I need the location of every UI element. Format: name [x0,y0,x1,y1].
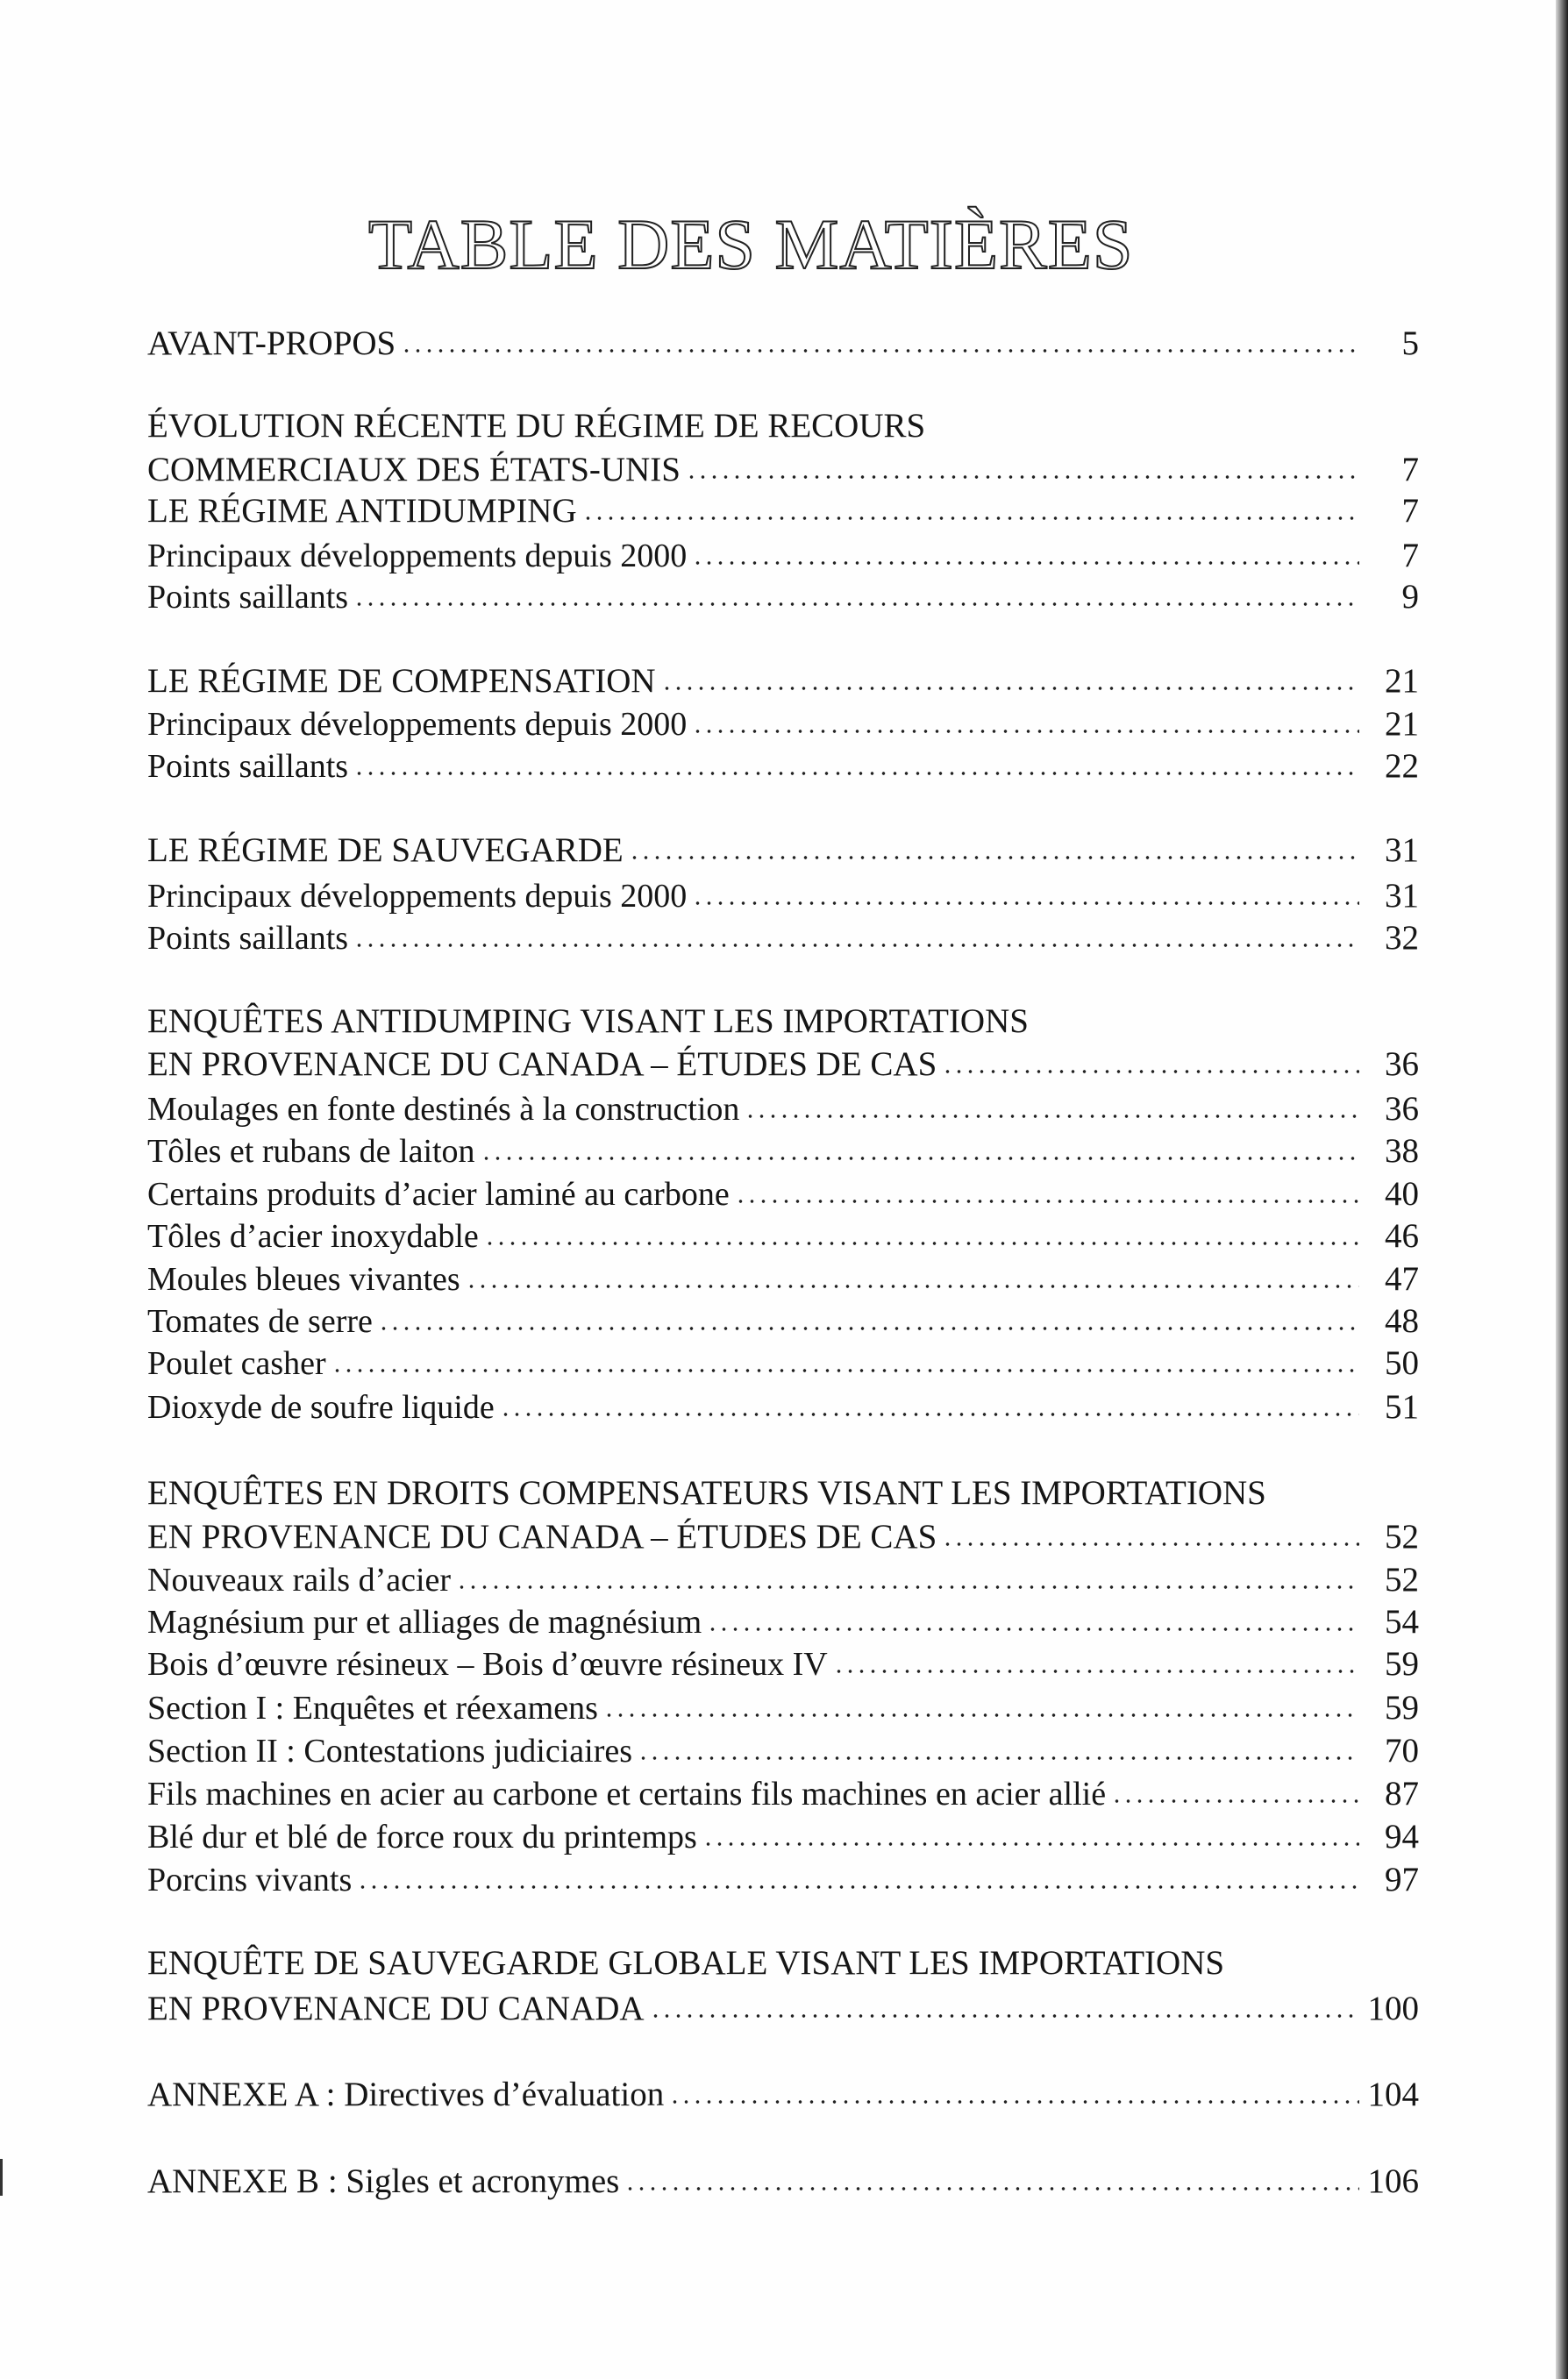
toc-page-number: 21 [1385,662,1419,700]
toc-page-number: 5 [1401,324,1419,362]
toc-entry-label: Tôles d’acier inoxydable [147,1218,479,1255]
toc-entry-label: EN PROVENANCE DU CANADA – ÉTUDES DE CAS [147,1518,937,1556]
toc-entry-label: Poulet casher [147,1345,326,1382]
toc-page-number: 40 [1385,1175,1419,1213]
toc-page-number: 70 [1385,1732,1419,1770]
toc-page-number: 59 [1385,1645,1419,1683]
dot-leader [707,1628,1359,1631]
toc-entry [147,494,1419,530]
toc-entry-label: Dioxyde de soufre liquide [147,1389,495,1426]
toc-entry-label: Bois d’œuvre résineux – Bois d’œuvre résineux IV [147,1646,828,1683]
toc-page-number: 59 [1385,1689,1419,1727]
toc-page-number: 21 [1385,705,1419,743]
dot-leader [331,1369,1359,1372]
toc-page-number: 94 [1385,1818,1419,1855]
toc-page-number: 54 [1385,1603,1419,1641]
toc-page-number: 32 [1385,919,1419,957]
dot-leader [401,349,1359,353]
dot-leader [942,1070,1359,1073]
toc-entry-label: Points saillants [147,748,349,785]
dot-leader [692,901,1359,905]
dot-leader [686,475,1359,479]
toc-entry [147,664,1419,700]
dot-leader [456,1585,1359,1589]
page-title: TABLE DES MATIÈRES [368,203,1134,284]
dot-leader [942,1542,1359,1546]
toc-page-number: 87 [1385,1775,1419,1813]
toc-entry [147,2164,1419,2200]
toc-entry-label: Magnésium pur et alliages de magnésium [147,1604,702,1641]
toc-entry-label: COMMERCIAUX DES ÉTATS-UNIS [147,451,681,488]
toc-page-number: 46 [1385,1217,1419,1255]
toc-section-heading-line: ÉVOLUTION RÉCENTE DU RÉGIME DE RECOURS [147,407,926,445]
dot-leader [629,856,1359,859]
dot-leader [500,1413,1359,1416]
toc-page-number: 100 [1367,1990,1419,2027]
toc-page-number: 47 [1385,1260,1419,1298]
toc-page-number: 38 [1385,1132,1419,1170]
toc-page-number: 52 [1385,1561,1419,1599]
toc-entry-label: Principaux développements depuis 2000 [147,706,688,743]
toc-entry-label: Certains produits d’acier laminé au carbone [147,1176,730,1213]
toc-entry [147,1390,1419,1426]
toc-entry [147,1863,1419,1898]
dot-leader [353,772,1359,775]
dot-leader [357,1885,1359,1889]
toc-entry [147,580,1419,616]
dot-leader [661,687,1359,690]
dot-leader [582,516,1359,520]
toc-page-number: 7 [1401,492,1419,530]
toc-entry [147,1177,1419,1213]
toc-entry [147,1647,1419,1683]
toc-entry-label: LE RÉGIME DE SAUVEGARDE [147,831,624,869]
dot-leader [702,1842,1359,1846]
dot-leader [484,1242,1359,1245]
toc-page-number: 52 [1385,1518,1419,1556]
toc-entry-label: LE RÉGIME DE COMPENSATION [147,662,656,700]
toc-entry-label: Fils machines en acier au carbone et certains fils machines en acier allié [147,1776,1107,1813]
toc-section-heading-line: ENQUÊTES ANTIDUMPING VISANT LES IMPORTATIONS [147,1002,1029,1040]
toc-page-number: 104 [1367,2076,1419,2113]
dot-leader [603,1713,1359,1717]
toc-entry [147,1219,1419,1255]
toc-section-heading-line: ENQUÊTES EN DROITS COMPENSATEURS VISANT LES IMPORTATIONS [147,1474,1266,1512]
toc-page-number: 36 [1385,1090,1419,1128]
toc-entry [147,1047,1419,1083]
toc-entry [147,1092,1419,1128]
scanned-page-edge [1556,0,1568,2379]
dot-leader [353,602,1359,606]
toc-page-number: 97 [1385,1861,1419,1898]
toc-entry [147,1734,1419,1770]
toc-entry [147,1991,1419,2027]
toc-entry-label: Section II : Contestations judiciaires [147,1733,633,1770]
toc-page-number: 31 [1385,831,1419,869]
toc-entry-label: EN PROVENANCE DU CANADA – ÉTUDES DE CAS [147,1045,937,1083]
toc-entry [147,1262,1419,1298]
toc-entry-label: Tôles et rubans de laiton [147,1133,475,1170]
toc-entry [147,2077,1419,2113]
toc-entry-avant-propos [147,326,1419,362]
dot-leader [650,2014,1359,2018]
toc-entry-label: Points saillants [147,920,349,957]
toc-section-heading-line: ENQUÊTE DE SAUVEGARDE GLOBALE VISANT LES IMPORTATIONS [147,1944,1225,1982]
toc-entry [147,1777,1419,1813]
dot-leader [378,1327,1359,1330]
toc-entry [147,921,1419,957]
toc-page-number: 22 [1385,747,1419,785]
toc-entry-label: ANNEXE B : Sigles et acronymes [147,2162,620,2200]
dot-leader [745,1115,1359,1118]
toc-entry-label: Points saillants [147,579,349,616]
toc-entry [147,452,1419,488]
toc-entry-label: EN PROVENANCE DU CANADA [147,1990,645,2027]
dot-leader [1111,1799,1359,1803]
toc-entry-label: LE RÉGIME ANTIDUMPING [147,492,577,530]
dot-leader [669,2100,1358,2104]
toc-entry-label: Principaux développements depuis 2000 [147,878,688,915]
toc-entry [147,879,1419,915]
dot-leader [692,730,1359,733]
toc-entry [147,1304,1419,1340]
dot-leader [638,1756,1359,1760]
dot-leader [624,2187,1358,2190]
dot-leader [692,561,1359,565]
toc-entry-label: ANNEXE A : Directives d’évaluation [147,2076,665,2113]
toc-page-number: 51 [1385,1388,1419,1426]
toc-page-number: 7 [1401,537,1419,574]
toc-entry-label: Porcins vivants [147,1862,353,1898]
toc-page-number: 48 [1385,1302,1419,1340]
toc-entry-label: Blé dur et blé de force roux du printemps [147,1819,697,1855]
toc-entry [147,1346,1419,1382]
toc-entry [147,749,1419,785]
toc-entry-label: Section I : Enquêtes et réexamens [147,1690,598,1727]
toc-entry [147,1520,1419,1556]
toc-entry-label: AVANT-PROPOS [147,324,396,362]
toc-entry [147,1134,1419,1170]
dot-leader [466,1285,1359,1288]
toc-entry [147,1563,1419,1599]
toc-entry-label: Tomates de serre [147,1303,373,1340]
toc-page-number: 9 [1401,578,1419,616]
toc-entry-label: Moulages en fonte destinés à la construction [147,1091,740,1128]
toc-page-number: 31 [1385,877,1419,915]
toc-page-number: 50 [1385,1344,1419,1382]
toc-entry [147,707,1419,743]
dot-leader [735,1200,1359,1203]
toc-entry [147,1605,1419,1641]
dot-leader [353,944,1359,947]
dot-leader [481,1157,1359,1160]
toc-entry [147,538,1419,574]
toc-entry [147,1820,1419,1855]
toc-page-number: 36 [1385,1045,1419,1083]
scan-mark [0,2159,3,2196]
toc-entry [147,833,1419,869]
toc-page-number: 7 [1401,451,1419,488]
toc-entry-label: Principaux développements depuis 2000 [147,538,688,574]
dot-leader [833,1670,1359,1673]
toc-entry [147,1691,1419,1727]
toc-entry-label: Nouveaux rails d’acier [147,1562,452,1599]
toc-entry-label: Moules bleues vivantes [147,1261,460,1298]
toc-page-number: 106 [1367,2162,1419,2200]
